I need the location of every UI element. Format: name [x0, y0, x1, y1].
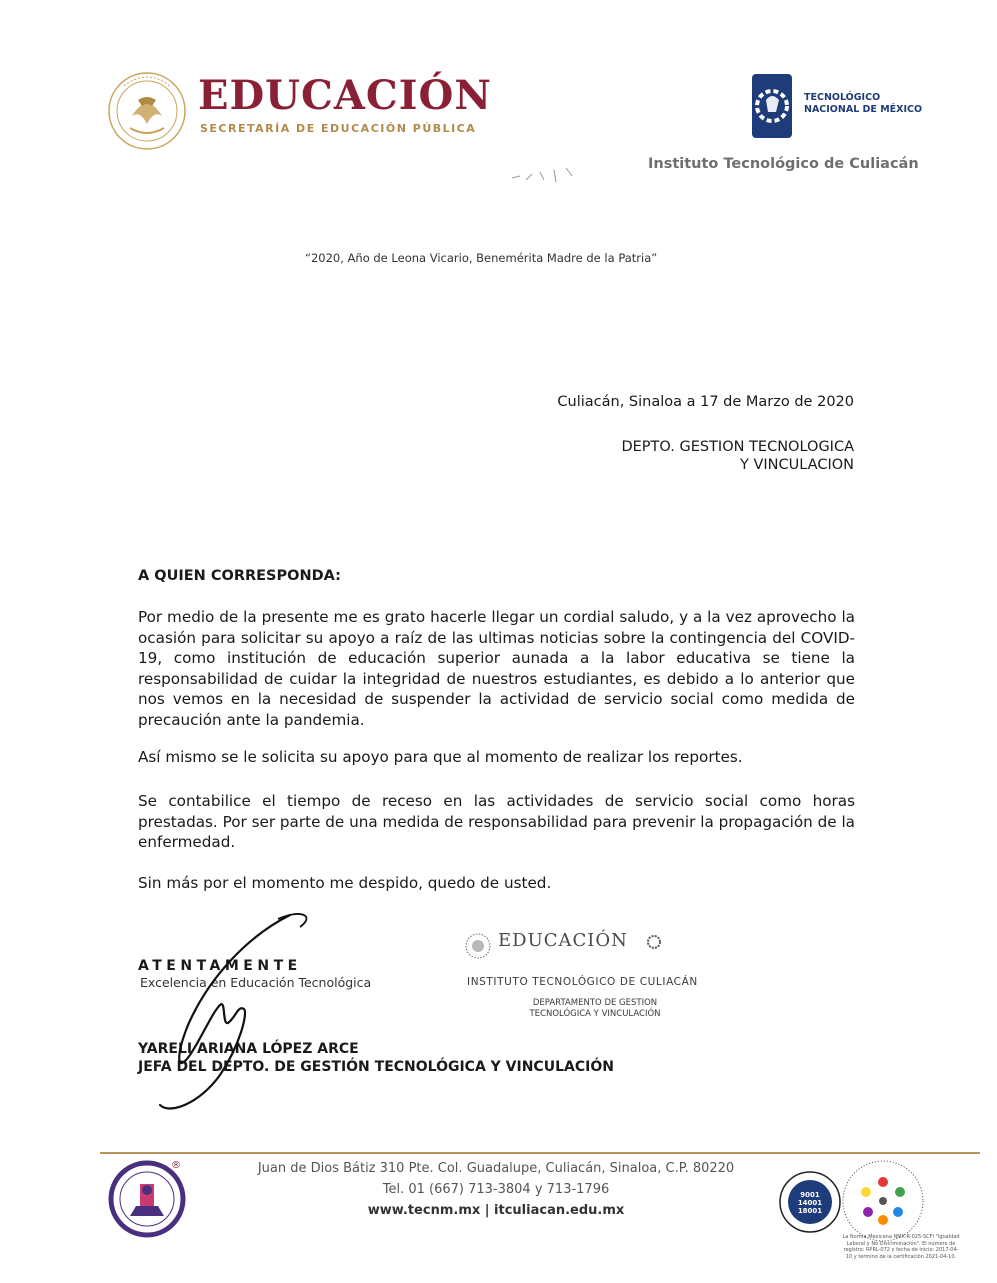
iso-line3: 18001 — [797, 1207, 823, 1215]
dept-line2: Y VINCULACION — [740, 457, 854, 473]
footer-web-links[interactable]: www.tecnm.mx | itculiacan.edu.mx — [367, 1203, 625, 1218]
iso-line1: 9001 — [800, 1191, 820, 1199]
iso-certification-badge-icon — [778, 1170, 842, 1234]
closing: ATENTAMENTE — [138, 958, 302, 974]
tecnm-line2: NACIONAL DE MÉXICO — [804, 104, 923, 115]
closing-motto: Excelencia en Educación Tecnológica — [140, 975, 372, 990]
handwritten-signature — [140, 905, 350, 1120]
stamp-dept-line1: DEPARTAMENTO DE GESTION — [532, 998, 658, 1008]
body-paragraph-1: Por medio de la presente me es grato hacerle llegar un cordial saludo, y a la vez aprovecho la ocasión para solicitar su apoyo a raíz de las ultimas noticias sobre la contingencia del COVID-19, como institución de educación superior aunada a la labor educativa se tiene la responsabilidad de cuidar la integridad de nuestros estudiantes, es debido a lo anterior que nos vemos en la necesidad de suspender la actividad de servicio social como medida de precaución ante la pandemia. — [138, 608, 855, 729]
equality-certification-badge-icon — [840, 1158, 926, 1244]
institute-name: Instituto Tecnológico de Culiacán — [648, 156, 919, 172]
stamp-tecnm-icon — [646, 934, 662, 950]
signer-title: JEFA DEL DEPTO. DE GESTIÓN TECNOLÓGICA Y VINCULACIÓN — [138, 1059, 614, 1075]
scan-artifact — [510, 160, 580, 190]
iso-line2: 14001 — [797, 1199, 823, 1207]
tecnm-gear-logo-icon — [748, 70, 796, 142]
footer-phone: Tel. 01 (667) 713-3804 y 713-1796 — [382, 1182, 610, 1197]
dept-line1: DEPTO. GESTION TECNOLOGICA — [621, 439, 854, 455]
body-paragraph-4: Sin más por el momento me despido, quedo de usted. — [138, 874, 552, 892]
stamp-title: EDUCACIÓN — [498, 930, 628, 951]
ministry-title: EDUCACIÓN — [198, 72, 492, 119]
signer-name: YARELI ARIANA LÓPEZ ARCE — [138, 1041, 359, 1057]
itc-institute-logo-icon — [108, 1160, 186, 1238]
registered-mark: ® — [171, 1160, 181, 1171]
stamp-department — [510, 998, 680, 1020]
tecnm-line1: TECNOLÓGICO — [804, 92, 881, 103]
salutation: A QUIEN CORRESPONDA: — [138, 568, 341, 584]
body-paragraph-3: Se contabilice el tiempo de receso en las actividades de servicio social como horas prestadas. Por ser parte de una medida de responsabilidad para prevenir la propagación de la enfermedad. — [138, 792, 855, 851]
letter-date: Culiacán, Sinaloa a 17 de Marzo de 2020 — [557, 394, 854, 410]
norm-certification-text: La Norma Mexicana NMX-R-025-SCFI "Igualdad Laboral y No Discriminación". El número de registro: RPRL-072 y fecha de inicio: 2017-04-10 y termino de la certificación 2021-04-10. — [842, 1234, 960, 1260]
body-paragraph-2: Así mismo se le solicita su apoyo para que al momento de realizar los reportes. — [138, 748, 743, 766]
footer-contact — [252, 1158, 740, 1221]
recipient-department — [621, 438, 854, 474]
mexican-eagle-seal-icon — [102, 66, 192, 152]
stamp-dept-line2: TECNOLÓGICA Y VINCULACIÓN — [529, 1009, 661, 1019]
ministry-subtitle: SECRETARÍA DE EDUCACIÓN PÚBLICA — [200, 122, 477, 135]
stamp-seal-icon — [463, 932, 493, 960]
footer-address: Juan de Dios Bátiz 310 Pte. Col. Guadalupe, Culiacán, Sinaloa, C.P. 80220 — [257, 1161, 735, 1176]
footer-divider — [100, 1152, 980, 1154]
year-motto: “2020, Año de Leona Vicario, Benemérita Madre de la Patria” — [305, 251, 658, 265]
tecnm-name — [804, 92, 922, 116]
stamp-institute: INSTITUTO TECNOLÓGICO DE CULIACÁN — [467, 976, 698, 988]
